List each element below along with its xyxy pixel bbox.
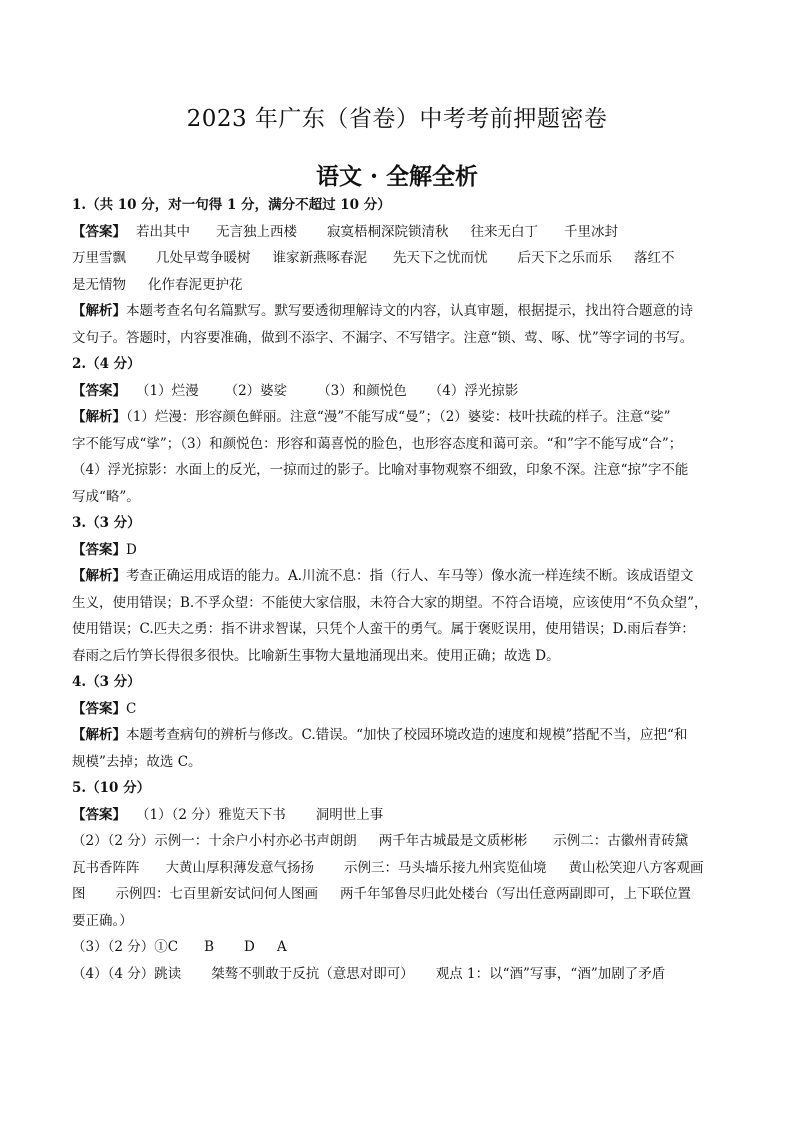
- text-line: [72, 484, 722, 511]
- text-line: [72, 696, 722, 723]
- line-text: 生义，使用错误；B.不孚众望：不能使大家信服，未符合大家的期望。不符合语境，应该使用“不负众望”，: [72, 594, 708, 611]
- text-line: [72, 855, 722, 882]
- text-line: [72, 298, 722, 325]
- question-heading: 4.（3 分）: [72, 674, 141, 690]
- answer-segment: 瓦书香阵阵: [72, 859, 140, 876]
- text-line: [72, 431, 722, 458]
- text-line: [72, 722, 722, 749]
- answer-segment: 示例三：马头墙乐接九州宾览仙境: [344, 859, 547, 876]
- text-line: [72, 802, 722, 829]
- answer-segment: 洞明世上事: [315, 806, 384, 823]
- answer-segment: （4）浮光掠影: [428, 382, 519, 399]
- text-line: [72, 590, 722, 617]
- answer-segment: 大黄山厚积薄发意气扬扬: [165, 859, 314, 876]
- text-line: [72, 404, 722, 431]
- answer-segment: 落红不: [634, 250, 675, 266]
- section-tag: 【答案】: [72, 700, 126, 717]
- text-line: [72, 908, 722, 935]
- line-text: 本题考查名句名篇默写。默写要透彻理解诗文的内容，认真审题，根据提示，找出符合题意的诗: [126, 303, 693, 319]
- answer-segment: 千里冰封: [564, 223, 618, 240]
- text-line: [72, 537, 722, 564]
- line-text: 春雨之后竹笋长得很多很快。比喻新生事物大量地涌现出来。使用正确；故选 D。: [72, 647, 560, 664]
- line-text: 使用错误；C.匹夫之勇：指不讲求智谋，只凭个人蛮干的勇气。属于褒贬误用，使用错误；D.雨后春笋：: [72, 621, 695, 637]
- text-line: [72, 828, 722, 855]
- text-line: [72, 961, 722, 988]
- line-text: 写成“略”。: [72, 488, 140, 505]
- answer-segment: 是无情物: [72, 276, 126, 293]
- line-text: 考查正确运用成语的能力。A.川流不息：指（行人、车马等）像水流一样连续不断。该成语望文: [126, 568, 694, 584]
- answer-segment: B: [204, 939, 214, 955]
- answer-segment: 桀骜不驯敢于反抗（意思对即可）: [211, 965, 414, 982]
- answer-segment: （3）和颜悦色: [317, 382, 407, 399]
- line-text: （1）烂漫：形容颜色鲜丽。注意“漫”不能写成“曼”；（2）婆娑：枝叶扶疏的样子。注意“娑”: [126, 409, 671, 425]
- answer-segment: 先天下之忧而忧: [393, 250, 488, 266]
- section-tag: 【解析】: [72, 303, 126, 319]
- line-text: 本题考查病句的辨析与修改。C.错误。“加快了校园环境改造的速度和规模”搭配不当，应把“和: [126, 727, 688, 743]
- document-body: [72, 192, 722, 987]
- text-line: [72, 219, 722, 246]
- text-line: [72, 378, 722, 405]
- answer-segment: 往来无白丁: [470, 223, 538, 240]
- answer-segment: 若出其中: [136, 223, 190, 240]
- question-heading: 1.（共 10 分，对一句得 1 分，满分不超过 10 分）: [72, 197, 391, 213]
- text-line: [72, 934, 722, 961]
- answer-segment: 两千年古城最是文质彬彬: [378, 833, 528, 849]
- text-line: [72, 749, 722, 776]
- text-line: [72, 616, 722, 643]
- line-text: 字不能写成“挲”；（3）和颜悦色：形容和蔼喜悦的脸色，也形容态度和蔼可亲。“和”字不能写成“合”；: [72, 435, 683, 452]
- line-text: 规模”去掉；故选 C。: [72, 753, 202, 770]
- question-heading: 3.（3 分）: [72, 515, 141, 531]
- answer-segment: （2）（2 分）示例一：十余户小村亦必书声朗朗: [72, 833, 357, 849]
- answer-segment: 无言独上西楼: [216, 223, 297, 240]
- answer-segment: D: [243, 939, 255, 955]
- answer-segment: 万里雪飘: [72, 250, 126, 266]
- answer-segment: 两千年邹鲁尽归此处楼台（写出任意两副即可，上下联位置: [340, 886, 691, 902]
- answer-segment: 几处早莺争暖树: [156, 250, 251, 266]
- section-tag: 【答案】: [72, 382, 126, 399]
- answer-segment: A: [276, 939, 287, 955]
- answer-segment: 黄山松笑迎八方客观画: [568, 859, 704, 876]
- answer-segment: 示例二：古徽州青砖黛: [553, 833, 689, 849]
- question-heading: 2.（4 分）: [72, 356, 141, 372]
- answer-segment: 示例四：七百里新安试问何人图画: [115, 886, 318, 902]
- answer-segment: 观点 1：以“酒”写事，“酒”加剧了矛盾: [435, 965, 666, 982]
- document-subtitle: 语文 · 全解全析: [315, 163, 479, 190]
- line-text: C: [126, 700, 137, 717]
- section-tag: 【答案】: [72, 223, 126, 240]
- document-title: 2023 年广东（省卷）中考考前押题密卷: [186, 106, 608, 132]
- answer-segment: 后天下之乐而乐: [517, 250, 612, 266]
- answer-segment: （1）烂漫: [136, 382, 199, 399]
- text-line: [72, 881, 722, 908]
- text-line: [72, 457, 722, 484]
- answer-segment: （4）（4 分）跳读: [72, 965, 182, 982]
- line-text: 要正确。）: [72, 912, 133, 929]
- answer-segment: （2）婆娑: [224, 382, 288, 399]
- text-line: [72, 325, 722, 352]
- answer-segment: 谁家新燕啄春泥: [272, 250, 367, 266]
- text-line: [72, 643, 722, 670]
- section-tag: 【解析】: [72, 727, 126, 743]
- section-tag: 【答案】: [72, 806, 126, 823]
- line-text: 文句子。答题时，内容要准确，做到不添字、不漏字、不写错字。注意“锁、莺、啄、忧”等字词的书写。: [72, 329, 694, 346]
- line-text: D: [126, 541, 137, 558]
- answer-segment: （3）（2 分）①C: [72, 939, 179, 955]
- answer-segment: （1）（2 分）雅览天下书: [136, 806, 286, 823]
- section-tag: 【解析】: [72, 568, 126, 584]
- text-line: [72, 245, 722, 272]
- answer-segment: 寂寞梧桐深院锁清秋: [327, 223, 449, 240]
- section-tag: 【答案】: [72, 541, 126, 558]
- text-line: [72, 563, 722, 590]
- line-text: （4）浮光掠影：水面上的反光，一掠而过的影子。比喻对事物观察不细致，印象不深。注意“掠”字不能: [72, 462, 689, 478]
- answer-segment: 图: [72, 886, 86, 902]
- text-line: [72, 272, 722, 299]
- section-tag: 【解析】: [72, 409, 126, 425]
- question-heading: 5.（10 分）: [72, 780, 151, 796]
- answer-segment: 化作春泥更护花: [148, 276, 243, 293]
